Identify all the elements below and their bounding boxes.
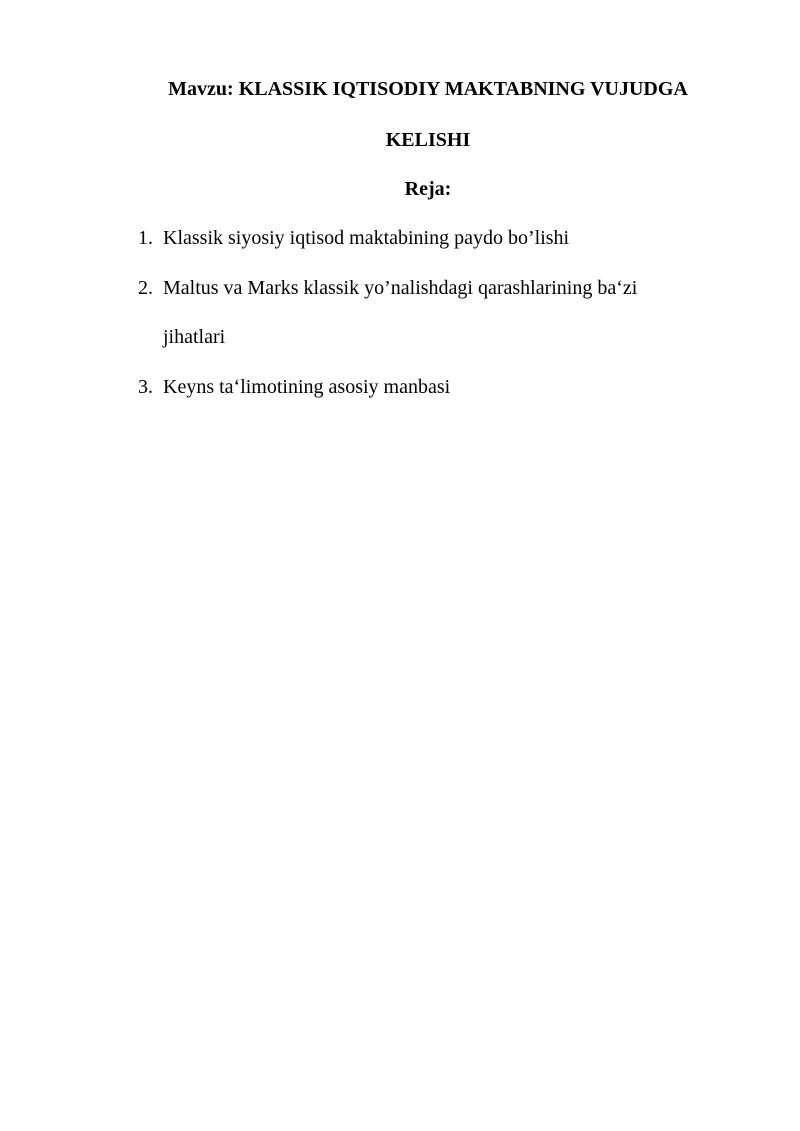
plan-item-text: Klassik siyosiy iqtisod maktabining paydo bo’lishi: [163, 227, 570, 249]
plan-item-text: Maltus va Marks klassik yo’nalishdagi qarashlarining ba‘zi: [163, 277, 638, 299]
document-title-line-1: Mavzu: KLASSIK IQTISODIY MAKTABNING VUJUDGA: [168, 78, 688, 100]
plan-item-number: 1.: [138, 227, 153, 249]
plan-item-number: 2.: [138, 277, 153, 299]
plan-item-text: Keyns ta‘limotining asosiy manbasi: [163, 376, 451, 398]
plan-heading: Reja:: [404, 178, 452, 200]
plan-item-text-continuation: jihatlari: [163, 326, 226, 348]
document-title-line-2: KELISHI: [385, 129, 471, 151]
plan-item-number: 3.: [138, 376, 153, 398]
